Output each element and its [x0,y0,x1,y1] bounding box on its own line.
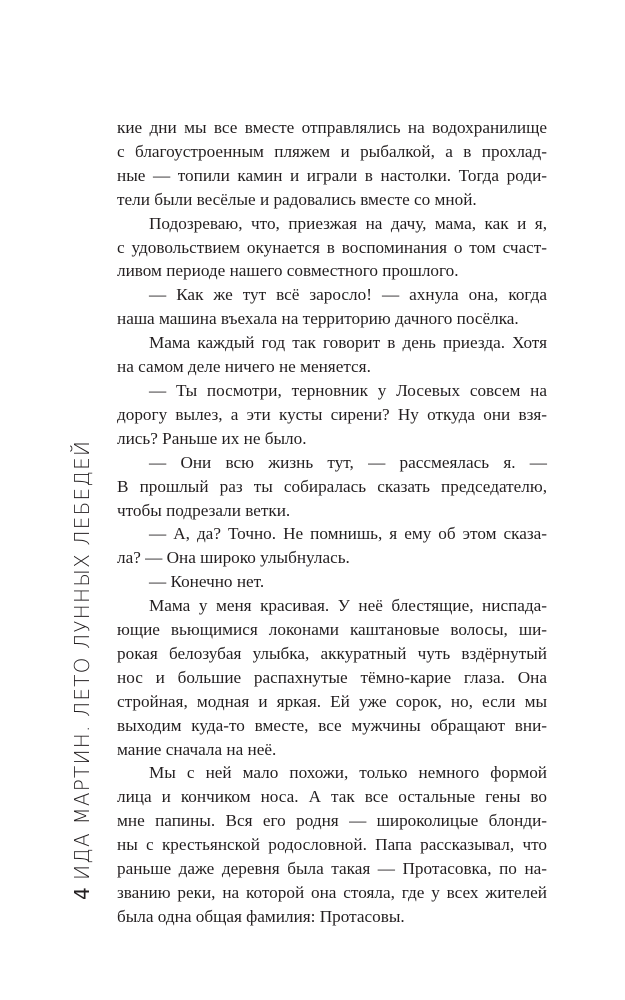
text-line: — А, да? Точно. Не помнишь, я ему об этом сказа- [149,524,547,544]
text-line: наша машина въехала на территорию дачного посёлка. [117,309,519,329]
page-number: 4 [70,887,94,900]
text-line: с благоустроенным пляжем и рыбалкой, а в прохлад- [117,141,547,161]
text-line: Мама у меня красивая. У неё блестящие, ниспада- [149,596,547,616]
text-line: Мама каждый год так говорит в день приезда. Хотя [149,333,547,353]
text-line: ла? — Она широко улыбнулась. [117,548,350,568]
text-line: ливом периоде нашего совместного прошлого. [117,261,459,281]
text-line: лись? Раньше их не было. [117,428,307,448]
paragraph [117,283,547,331]
paragraph [117,116,547,212]
paragraph [117,594,547,761]
text-line: — Они всю жизнь тут, — рассмеялась я. — [149,452,547,472]
body-text [117,116,547,929]
text-line: мание сначала на неё. [117,739,277,759]
text-line: чтобы подрезали ветки. [117,500,291,520]
text-line: раньше даже деревня была такая — Протасовка, по на- [117,859,547,879]
running-head: ИДА МАРТИН. ЛЕТО ЛУННЫХ ЛЕБЕДЕЙ [70,439,94,880]
text-line: кие дни мы все вместе отправлялись на водохранилище [117,118,547,137]
paragraph [117,212,547,284]
paragraph [117,570,547,594]
text-line: нос и большие распахнутые тёмно-карие глаза. Она [117,667,547,687]
text-line: ны с крестьянской родословной. Папа рассказывал, что [117,835,547,855]
text-line: званию реки, на которой она стояла, где у всех жителей [117,883,547,902]
text-line: ющие вьющимися локонами каштановые волосы, ши- [117,620,547,640]
paragraph [117,761,547,928]
text-line: стройная, модная и яркая. Ей уже сорок, но, если мы [117,691,547,711]
text-line: выходим куда-то вместе, все мужчины обращают вни- [117,715,547,735]
text-line: — Как же тут всё заросло! — ахнула она, когда [149,285,547,305]
paragraph [117,522,547,570]
text-line: тели были весёлые и радовались вместе со мной. [117,189,477,209]
paragraph [117,451,547,523]
text-line: Мы с ней мало похожи, только немного формой [149,763,547,783]
text-line: — Ты посмотри, терновник у Лосевых совсем на [149,380,547,400]
paragraph [117,331,547,379]
text-line: В прошлый раз ты собиралась сказать председателю, [117,476,547,496]
text-line: дорогу вылез, а эти кусты сирени? Ну откуда они взя- [117,404,547,424]
paragraph [117,379,547,451]
text-line: — Конечно нет. [149,572,265,592]
text-line: мне папины. Вся его родня — широколицые блонди- [117,811,547,831]
text-line: с удовольствием окунается в воспоминания о том счаст- [117,237,547,257]
text-line: была одна общая фамилия: Протасовы. [117,906,405,926]
text-line: ные — топили камин и играли в настолки. Тогда роди- [117,165,547,185]
text-line: лица и кончиком носа. А так все остальные гены во [117,787,547,807]
text-line: Подозреваю, что, приезжая на дачу, мама, как и я, [149,213,547,233]
text-line: на самом деле ничего не меняется. [117,357,371,377]
text-line: рокая белозубая улыбка, аккуратный чуть вздёрнутый [117,643,547,663]
